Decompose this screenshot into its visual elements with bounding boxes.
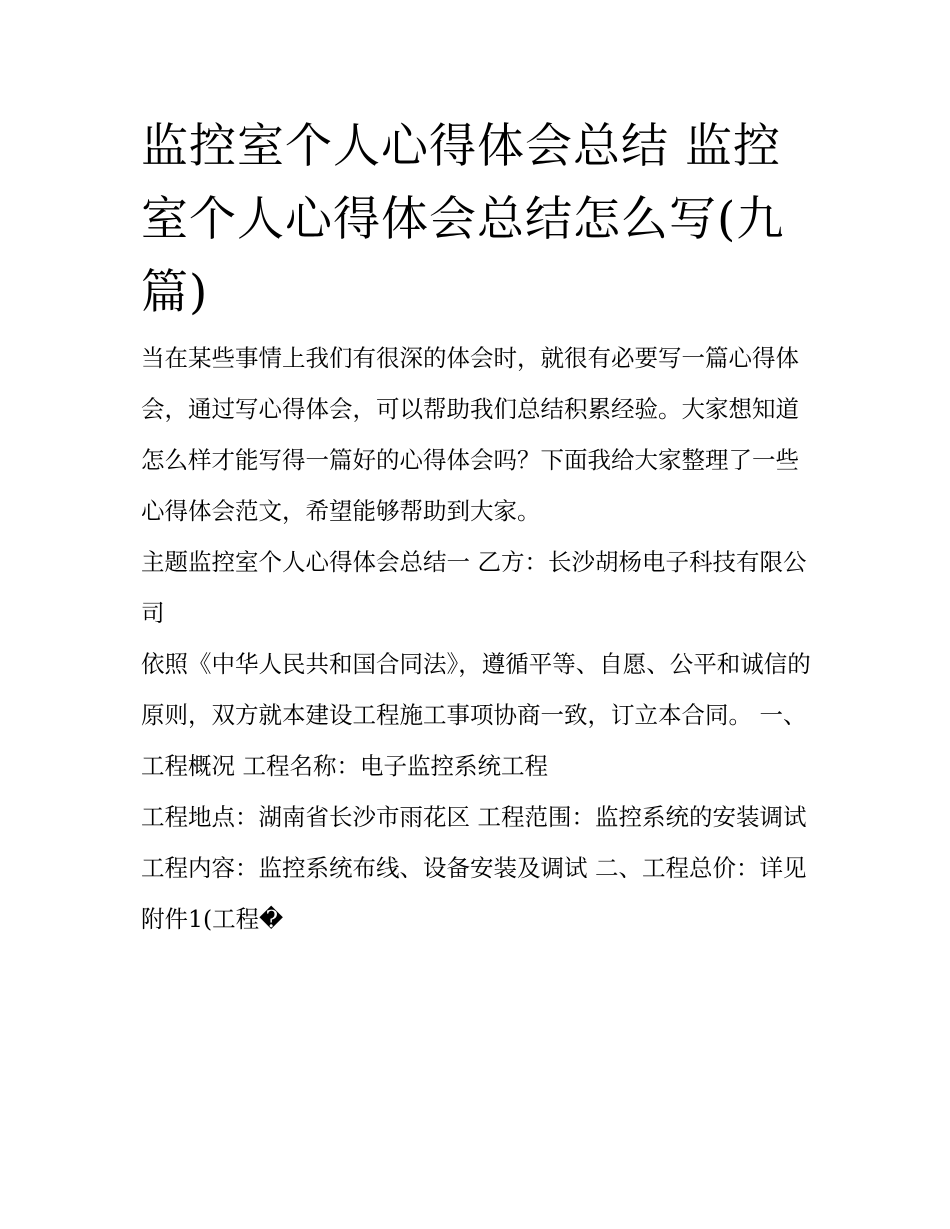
intro-paragraph: 当在某些事情上我们有很深的体会时，就很有必要写一篇心得体会，通过写心得体会，可以帮助我们总结积累经验。大家想知道怎么样才能写得一篇好的心得体会吗？下面我给大家整理了一些心得体会范文，希望能够帮助到大家。 bbox=[141, 344, 799, 525]
contract-paragraph: 依照《中华人民共和国合同法》，遵循平等、自愿、公平和诚信的原则，双方就本建设工程施工事项协商一致，订立本合同。 一、工程概况 工程名称：电子监控系统工程 bbox=[141, 650, 811, 780]
project-details-paragraph: 工程地点：湖南省长沙市雨花区 工程范围：监控系统的安装调试 工程内容：监控系统布线、设备安装及调试 二、工程总价：详见附件1(工程� bbox=[141, 803, 807, 933]
document-body bbox=[141, 110, 816, 945]
title-block bbox=[141, 110, 816, 329]
section-heading-paragraph: 主题监控室个人心得体会总结一 乙方：长沙胡杨电子科技有限公司 bbox=[141, 548, 807, 627]
document-title: 监控室个人心得体会总结 监控室个人心得体会总结怎么写(九篇) bbox=[141, 119, 785, 320]
